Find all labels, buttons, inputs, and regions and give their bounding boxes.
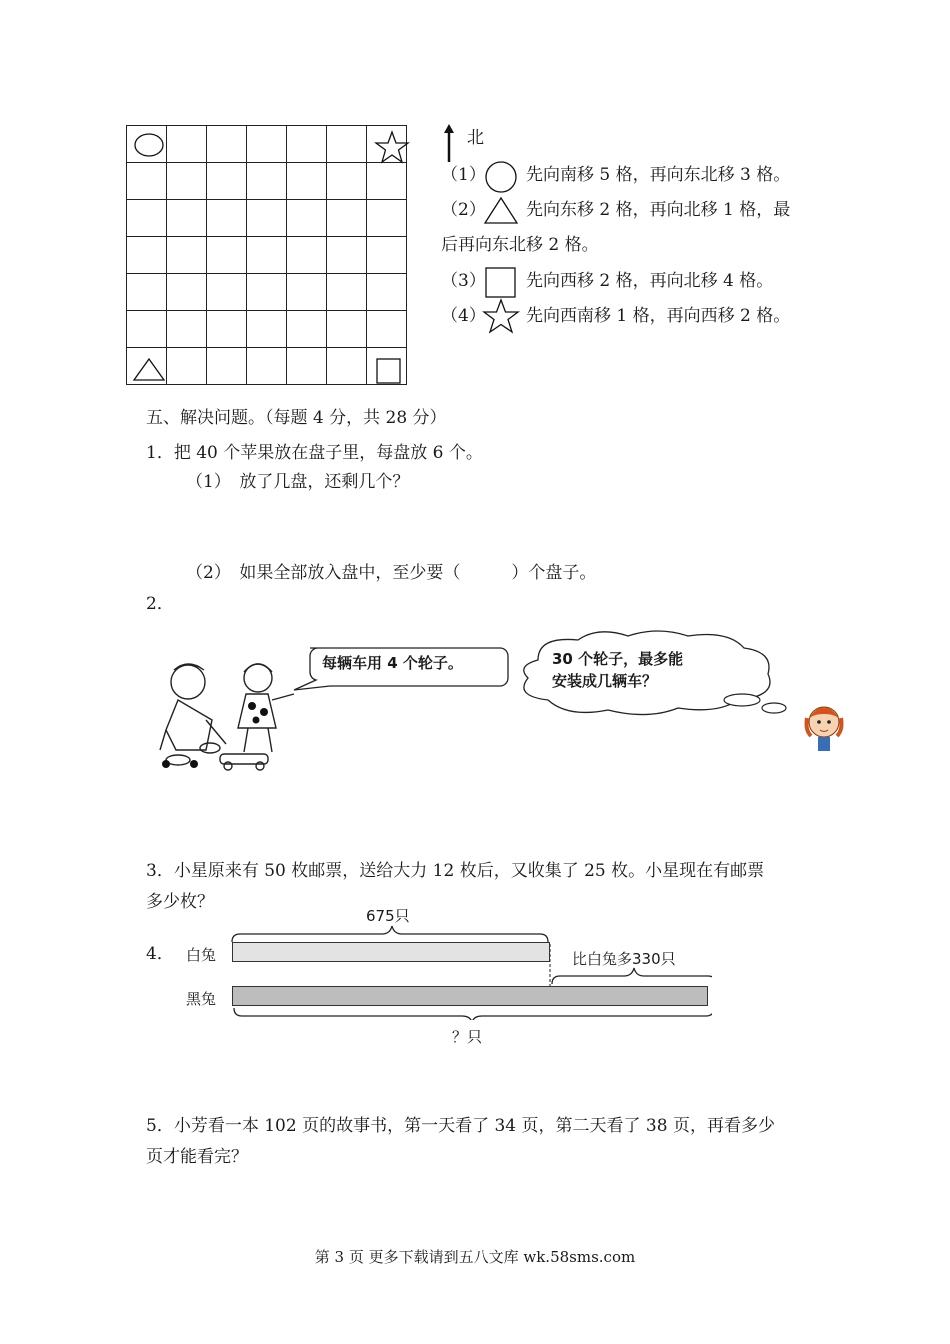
- page-footer: 第 3 页 更多下载请到五八文库 wk.58sms.com: [314, 1248, 636, 1266]
- instruction-1-num: （1）: [441, 165, 486, 185]
- white-rabbit-bar: [232, 942, 550, 962]
- question-5-line-1: 5．小芳看一本 102 页的故事书，第一天看了 34 页，第二天看了 38 页，再看多少: [146, 1116, 775, 1136]
- question-1: 1．把 40 个苹果放在盘子里，每盘放 6 个。: [146, 443, 483, 463]
- black-rabbit-bar: [232, 986, 708, 1006]
- star-icon: [374, 130, 410, 164]
- instruction-2-text: 先向东移 2 格，再向北移 1 格，最: [526, 200, 791, 220]
- thought-cloud-line-2: 安装成几辆车？: [552, 672, 658, 690]
- square-icon: [484, 266, 518, 300]
- white-rabbit-total: 675只: [366, 907, 410, 925]
- section-heading: 五、解决问题。（每题 4 分，共 28 分）: [146, 408, 447, 428]
- question-3-line-1: 3．小星原来有 50 枚邮票，送给大力 12 枚后，又收集了 25 枚。小星现在有邮票: [146, 861, 765, 881]
- instruction-1-text: 先向南移 5 格，再向东北移 3 格。: [526, 165, 791, 185]
- question-2-num: 2．: [146, 594, 174, 614]
- question-1-sub-1: （1） 放了几盘，还剩几个？: [186, 472, 410, 492]
- instruction-3-text: 先向西移 2 格，再向北移 4 格。: [526, 271, 774, 291]
- girl-illustration: [800, 700, 850, 756]
- north-label: 北: [467, 128, 484, 148]
- question-1-sub-2: （2） 如果全部放入盘中，至少要（ ）个盘子。: [186, 563, 597, 583]
- question-3-line-2: 多少枚？: [146, 892, 214, 912]
- thought-dots: [722, 690, 794, 718]
- black-rabbit-label: 黑兔: [186, 990, 217, 1008]
- circle-icon: [132, 131, 166, 159]
- speech-bubble-1-text: 每辆车用 4 个轮子。: [322, 654, 463, 672]
- instruction-3-num: （3）: [441, 271, 486, 291]
- children-illustration: [148, 660, 308, 772]
- instruction-2-num: （2）: [441, 200, 486, 220]
- question-4-num: 4．: [146, 944, 174, 964]
- star-icon: [482, 298, 520, 334]
- difference-label: 比白兔多330只: [572, 950, 676, 968]
- triangle-icon: [131, 356, 167, 384]
- triangle-icon: [482, 195, 520, 227]
- square-icon: [375, 357, 403, 387]
- unknown-total-label: ？只: [452, 1028, 483, 1046]
- direction-grid: [126, 125, 407, 385]
- instruction-4-text: 先向西南移 1 格，再向西移 2 格。: [526, 306, 791, 326]
- question-5-line-2: 页才能看完？: [146, 1147, 248, 1167]
- instruction-4-num: （4）: [441, 306, 486, 326]
- instruction-2-continuation: 后再向东北移 2 格。: [441, 235, 599, 255]
- circle-icon: [484, 160, 518, 194]
- thought-cloud-line-1: 30 个轮子，最多能: [552, 650, 684, 668]
- north-arrow-icon: [442, 124, 456, 164]
- white-rabbit-label: 白兔: [186, 946, 217, 964]
